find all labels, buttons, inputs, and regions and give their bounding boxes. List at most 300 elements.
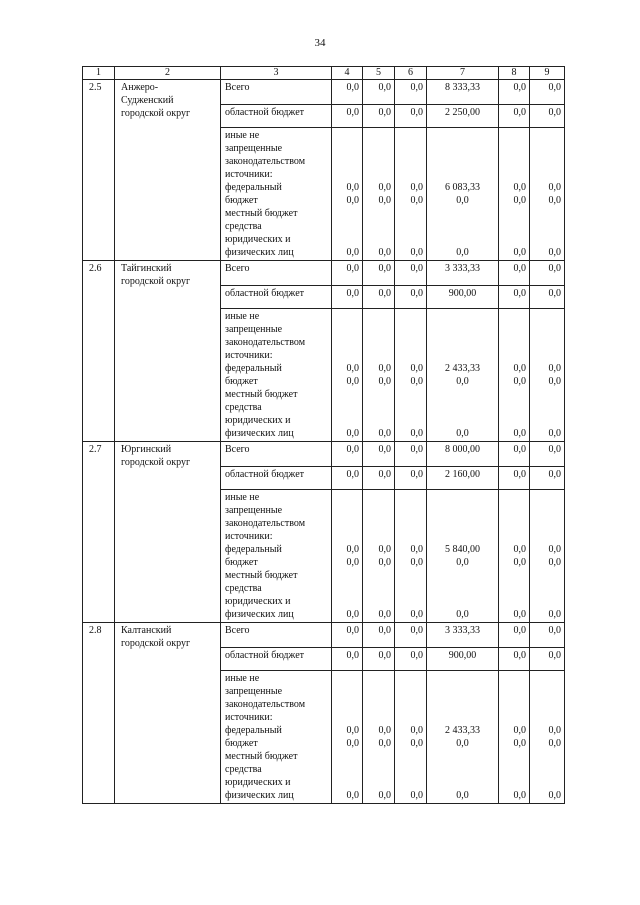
spacer [334,388,359,401]
value-cell: 0,0 [499,286,530,309]
spacer [429,776,496,789]
spacer [397,168,423,181]
spacer [334,491,359,504]
value-local: 0,0 [548,195,561,206]
value-local: 0,0 [378,195,391,206]
spacer [334,530,359,543]
spacer [501,530,526,543]
spacer [429,530,496,543]
value-federal: 0,0 [378,182,391,193]
spacer [532,142,561,155]
value-legal: 0,0 [346,790,359,801]
spacer [429,220,496,233]
spacer [365,569,391,582]
source-line: средства [225,583,262,594]
value-cell: 0,0 [363,261,395,286]
value-cell-group [499,309,530,442]
value-local: 0,0 [548,376,561,387]
spacer [397,401,423,414]
spacer [501,155,526,168]
value-cell-group [427,490,499,623]
spacer [397,220,423,233]
value-local: 0,0 [456,738,469,749]
spacer [397,207,423,220]
spacer [532,129,561,142]
spacer [397,582,423,595]
table-row [83,442,565,467]
page-number: 34 [314,37,326,49]
spacer [501,323,526,336]
column-header-row [83,67,565,80]
spacer [532,582,561,595]
spacer [365,763,391,776]
spacer [429,763,496,776]
source-total: Всего [221,80,332,105]
spacer [532,401,561,414]
spacer [397,517,423,530]
spacer [429,750,496,763]
spacer [532,504,561,517]
spacer [365,323,391,336]
spacer [365,310,391,323]
spacer [365,517,391,530]
source-line: запрещенные [225,686,283,697]
table-body [83,67,565,804]
name-line: городской округ [121,638,191,649]
column-header: 3 [221,67,332,80]
source-line: запрещенные [225,324,283,335]
source-total: Всего [221,442,332,467]
item-code: 2.8 [83,623,115,804]
item-code: 2.5 [83,80,115,261]
value-cell-group [332,128,363,261]
value-cell: 0,0 [395,286,427,309]
spacer [501,401,526,414]
value-federal: 0,0 [346,725,359,736]
spacer [334,711,359,724]
value-cell: 0,0 [530,80,565,105]
value-cell-group [363,671,395,804]
spacer [532,220,561,233]
value-cell-group [427,309,499,442]
source-line: физических лиц [225,247,294,258]
source-total: Всего [221,261,332,286]
value-cell: 0,0 [332,80,363,105]
value-cell: 0,0 [363,648,395,671]
spacer [532,776,561,789]
value-cell: 0,0 [332,623,363,648]
spacer [429,388,496,401]
value-federal: 0,0 [513,182,526,193]
value-legal: 0,0 [346,428,359,439]
spacer [397,129,423,142]
spacer [365,207,391,220]
value-local: 0,0 [410,195,423,206]
spacer [365,155,391,168]
spacer [397,155,423,168]
spacer [429,129,496,142]
column-header: 9 [530,67,565,80]
source-line: юридических и [225,234,291,245]
value-cell: 0,0 [499,442,530,467]
value-federal: 5 840,00 [445,544,480,555]
source-line: юридических и [225,777,291,788]
value-cell: 900,00 [427,648,499,671]
spacer [365,220,391,233]
municipality-name [115,623,221,804]
spacer [334,142,359,155]
source-line: федеральный [225,363,282,374]
spacer [429,414,496,427]
spacer [397,530,423,543]
source-line: законодательством [225,518,306,529]
value-cell-group [395,128,427,261]
source-regional: областной бюджет [221,648,332,671]
column-header: 4 [332,67,363,80]
spacer [397,685,423,698]
source-other [221,128,332,261]
value-legal: 0,0 [410,247,423,258]
source-line: запрещенные [225,505,283,516]
value-federal: 6 083,33 [445,182,480,193]
spacer [397,414,423,427]
table-row [83,623,565,648]
value-federal: 0,0 [410,544,423,555]
spacer [532,207,561,220]
spacer [365,491,391,504]
spacer [365,711,391,724]
value-cell: 0,0 [499,648,530,671]
spacer [429,582,496,595]
value-local: 0,0 [346,376,359,387]
spacer [501,517,526,530]
spacer [501,491,526,504]
value-cell: 0,0 [530,105,565,128]
value-legal: 0,0 [456,790,469,801]
spacer [334,349,359,362]
municipality-name [115,442,221,623]
value-cell-group [332,309,363,442]
spacer [365,168,391,181]
value-local: 0,0 [548,557,561,568]
value-cell: 8 000,00 [427,442,499,467]
value-cell: 2 160,00 [427,467,499,490]
spacer [365,142,391,155]
value-federal: 0,0 [548,725,561,736]
column-header: 5 [363,67,395,80]
source-other [221,490,332,623]
value-federal: 0,0 [548,182,561,193]
source-line: бюджет [225,195,258,206]
spacer [334,233,359,246]
value-legal: 0,0 [378,247,391,258]
value-federal: 0,0 [346,182,359,193]
spacer [429,685,496,698]
source-line: местный бюджет [225,751,298,762]
value-local: 0,0 [410,738,423,749]
source-line: бюджет [225,557,258,568]
value-local: 0,0 [410,557,423,568]
spacer [429,155,496,168]
value-legal: 0,0 [456,428,469,439]
column-header: 8 [499,67,530,80]
spacer [365,414,391,427]
spacer [334,129,359,142]
value-cell-group [499,490,530,623]
value-legal: 0,0 [378,609,391,620]
spacer [501,750,526,763]
value-federal: 0,0 [346,544,359,555]
value-cell: 0,0 [499,261,530,286]
value-cell: 3 333,33 [427,261,499,286]
spacer [365,129,391,142]
spacer [501,672,526,685]
spacer [532,155,561,168]
source-line: местный бюджет [225,570,298,581]
spacer [501,336,526,349]
value-federal: 0,0 [378,544,391,555]
spacer [501,763,526,776]
value-cell-group [332,671,363,804]
name-line: Калтанский [121,625,172,636]
spacer [429,401,496,414]
value-cell: 0,0 [530,286,565,309]
source-line: запрещенные [225,143,283,154]
spacer [397,698,423,711]
spacer [365,349,391,362]
spacer [429,142,496,155]
value-cell: 0,0 [395,648,427,671]
spacer [532,763,561,776]
source-other [221,671,332,804]
value-cell-group [530,671,565,804]
spacer [501,685,526,698]
spacer [532,491,561,504]
value-legal: 0,0 [410,609,423,620]
spacer [501,698,526,711]
spacer [429,569,496,582]
spacer [501,776,526,789]
spacer [397,504,423,517]
spacer [334,750,359,763]
spacer [501,129,526,142]
spacer [397,776,423,789]
spacer [397,750,423,763]
value-legal: 0,0 [346,609,359,620]
value-legal: 0,0 [378,428,391,439]
spacer [532,349,561,362]
spacer [397,595,423,608]
value-cell: 0,0 [363,623,395,648]
value-cell: 0,0 [530,467,565,490]
source-line: источники: [225,169,273,180]
name-line: городской округ [121,108,191,119]
spacer [334,698,359,711]
spacer [429,504,496,517]
spacer [429,595,496,608]
value-cell: 0,0 [332,105,363,128]
source-line: иные не [225,311,260,322]
spacer [429,491,496,504]
value-cell-group [427,128,499,261]
spacer [501,711,526,724]
value-cell: 0,0 [530,442,565,467]
spacer [397,491,423,504]
source-line: юридических и [225,596,291,607]
spacer [334,672,359,685]
value-cell-group [363,490,395,623]
spacer [501,142,526,155]
value-cell: 0,0 [530,648,565,671]
spacer [334,323,359,336]
spacer [429,233,496,246]
value-cell: 0,0 [395,261,427,286]
spacer [365,582,391,595]
value-cell: 0,0 [332,467,363,490]
spacer [429,323,496,336]
spacer [365,595,391,608]
spacer [501,168,526,181]
source-line: федеральный [225,544,282,555]
spacer [365,698,391,711]
spacer [532,388,561,401]
value-cell: 0,0 [499,105,530,128]
value-cell: 0,0 [499,467,530,490]
spacer [334,207,359,220]
spacer [365,401,391,414]
source-line: источники: [225,531,273,542]
spacer [397,569,423,582]
value-cell-group [395,309,427,442]
item-code: 2.6 [83,261,115,442]
spacer [532,233,561,246]
value-cell-group [530,490,565,623]
value-federal: 0,0 [378,725,391,736]
spacer [532,595,561,608]
source-line: федеральный [225,182,282,193]
source-line: бюджет [225,376,258,387]
spacer [397,336,423,349]
source-line: законодательством [225,699,306,710]
source-line: бюджет [225,738,258,749]
value-cell: 900,00 [427,286,499,309]
spacer [365,388,391,401]
value-cell: 0,0 [530,261,565,286]
spacer [501,569,526,582]
spacer [501,582,526,595]
spacer [365,685,391,698]
value-cell-group [363,309,395,442]
value-federal: 0,0 [513,544,526,555]
source-regional: областной бюджет [221,467,332,490]
source-regional: областной бюджет [221,286,332,309]
value-cell: 0,0 [395,623,427,648]
value-cell-group [530,309,565,442]
spacer [397,711,423,724]
value-legal: 0,0 [410,428,423,439]
spacer [429,168,496,181]
value-local: 0,0 [456,557,469,568]
value-legal: 0,0 [513,609,526,620]
value-cell-group [332,490,363,623]
value-cell: 0,0 [395,442,427,467]
spacer [334,685,359,698]
source-line: источники: [225,712,273,723]
spacer [501,595,526,608]
spacer [429,698,496,711]
source-line: юридических и [225,415,291,426]
item-code: 2.7 [83,442,115,623]
spacer [532,168,561,181]
spacer [532,672,561,685]
value-federal: 0,0 [378,363,391,374]
name-line: городской округ [121,457,191,468]
column-header: 7 [427,67,499,80]
source-regional: областной бюджет [221,105,332,128]
name-line: Анжеро- [121,82,159,93]
value-cell: 0,0 [499,623,530,648]
spacer [501,207,526,220]
financing-table [82,66,565,804]
value-legal: 0,0 [548,247,561,258]
value-local: 0,0 [410,376,423,387]
value-federal: 0,0 [548,544,561,555]
spacer [334,763,359,776]
value-federal: 0,0 [410,363,423,374]
spacer [365,776,391,789]
source-line: законодательством [225,156,306,167]
spacer [429,349,496,362]
source-line: средства [225,764,262,775]
value-cell: 0,0 [332,286,363,309]
column-header: 2 [115,67,221,80]
value-local: 0,0 [346,195,359,206]
value-legal: 0,0 [378,790,391,801]
value-cell-group [499,671,530,804]
source-line: местный бюджет [225,208,298,219]
spacer [334,155,359,168]
municipality-name [115,261,221,442]
source-line: физических лиц [225,609,294,620]
spacer [334,595,359,608]
source-line: средства [225,221,262,232]
value-legal: 0,0 [513,790,526,801]
source-line: законодательством [225,337,306,348]
spacer [532,310,561,323]
spacer [397,142,423,155]
spacer [501,504,526,517]
value-local: 0,0 [378,376,391,387]
source-line: физических лиц [225,790,294,801]
spacer [334,168,359,181]
value-cell: 0,0 [332,261,363,286]
source-line: местный бюджет [225,389,298,400]
municipality-name [115,80,221,261]
value-cell-group [363,128,395,261]
value-cell-group [395,490,427,623]
spacer [532,336,561,349]
spacer [501,414,526,427]
value-local: 0,0 [378,738,391,749]
value-cell: 0,0 [395,105,427,128]
value-cell: 0,0 [332,648,363,671]
value-local: 0,0 [513,557,526,568]
spacer [365,672,391,685]
spacer [397,310,423,323]
table-row [83,261,565,286]
source-line: иные не [225,130,260,141]
table-row [83,80,565,105]
